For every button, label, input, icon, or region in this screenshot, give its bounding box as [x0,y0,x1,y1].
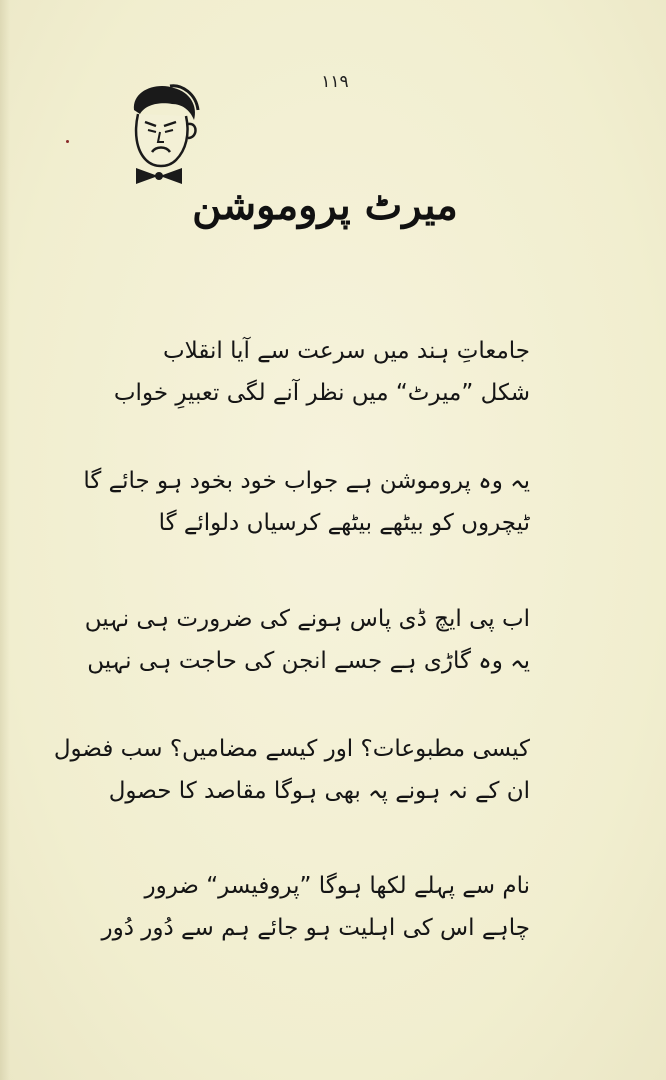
poem-line: چاہے اس کی اہلیت ہو جائے ہم سے دُور دُور [101,915,530,941]
caricature-illustration [112,80,208,190]
page-number: ۱۱۹ [321,72,349,92]
page-edge-shadow [0,0,10,1080]
poem-line: ان کے نہ ہونے پہ بھی ہوگا مقاصد کا حصول [108,778,530,804]
poem-stanza [101,865,530,949]
poem-stanza [113,330,530,414]
poem-line: اب پی ایچ ڈی پاس ہونے کی ضرورت ہی نہیں [84,606,530,632]
poem-stanza [84,598,530,682]
poem-line: کیسی مطبوعات؟ اور کیسے مضامیں؟ سب فضول [53,736,530,762]
ink-speck [66,140,69,143]
poem-stanza [83,460,530,544]
poem-line: جامعاتِ ہند میں سرعت سے آیا انقلاب [162,338,530,364]
poem-line: نام سے پہلے لکھا ہوگا ”پروفیسر“ ضرور [144,873,530,899]
poem-line: ٹیچروں کو بیٹھے بیٹھے کرسیاں دلوائے گا [158,510,530,536]
poem-title: میرٹ پروموشن [192,182,458,229]
poem-stanza [53,728,530,812]
poem-line: شکل ”میرٹ“ میں نظر آنے لگی تعبیرِ خواب [113,380,530,406]
poem-line: یہ وہ گاڑی ہے جسے انجن کی حاجت ہی نہیں [87,648,530,674]
poem-line: یہ وہ پروموشن ہے جواب خود بخود ہو جائے گا [83,468,530,494]
